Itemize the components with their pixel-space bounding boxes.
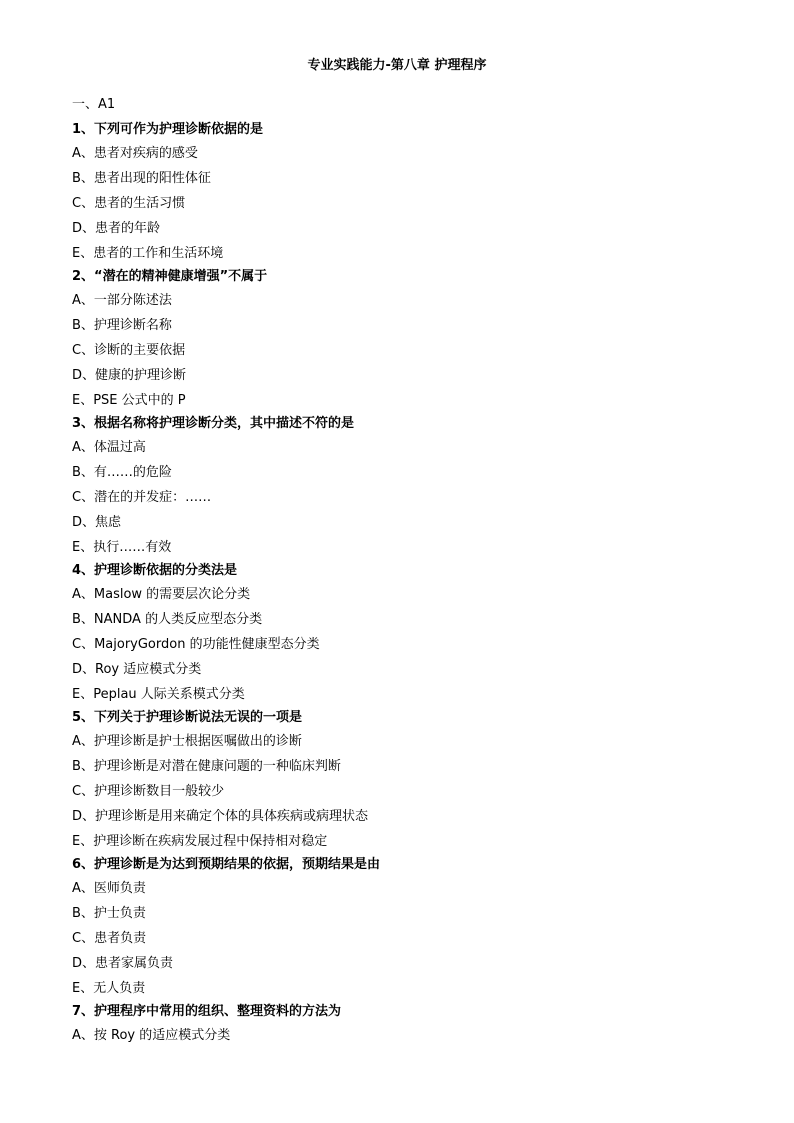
option-e: E、Peplau 人际关系模式分类 <box>72 687 245 702</box>
option-d: D、患者家属负责 <box>72 956 174 971</box>
option-a: A、体温过高 <box>72 440 146 455</box>
option-b: B、护士负责 <box>72 906 146 921</box>
option-e: E、执行……有效 <box>72 540 172 555</box>
question-3 <box>72 413 722 560</box>
option-b: B、护理诊断是对潜在健康问题的一种临床判断 <box>72 759 341 774</box>
option-c: C、患者的生活习惯 <box>72 196 186 211</box>
option-b: B、有……的危险 <box>72 465 172 480</box>
question-5 <box>72 707 722 854</box>
option-d: D、护理诊断是用来确定个体的具体疾病或病理状态 <box>72 809 369 824</box>
document-title: 专业实践能力-第八章 护理程序 <box>307 58 487 73</box>
section-heading: 一、A1 <box>72 97 116 112</box>
option-a: A、按 Roy 的适应模式分类 <box>72 1028 231 1043</box>
option-d: D、患者的年龄 <box>72 221 161 236</box>
option-a: A、一部分陈述法 <box>72 293 172 308</box>
option-c: C、诊断的主要依据 <box>72 343 186 358</box>
question-4 <box>72 560 722 707</box>
question-2 <box>72 266 722 413</box>
question-stem: 6、护理诊断是为达到预期结果的依据，预期结果是由 <box>72 857 381 872</box>
option-d: D、Roy 适应模式分类 <box>72 662 202 677</box>
option-e: E、PSE 公式中的 P <box>72 393 186 408</box>
option-b: B、护理诊断名称 <box>72 318 172 333</box>
question-stem: 3、根据名称将护理诊断分类，其中描述不符的是 <box>72 416 355 431</box>
question-stem: 1、下列可作为护理诊断依据的是 <box>72 122 264 137</box>
option-e: E、护理诊断在疾病发展过程中保持相对稳定 <box>72 834 328 849</box>
question-stem: 5、下列关于护理诊断说法无误的一项是 <box>72 710 303 725</box>
option-d: D、焦虑 <box>72 515 122 530</box>
option-a: A、Maslow 的需要层次论分类 <box>72 587 251 602</box>
option-c: C、MajoryGordon 的功能性健康型态分类 <box>72 637 320 652</box>
option-e: E、患者的工作和生活环境 <box>72 246 224 261</box>
question-7 <box>72 1001 722 1048</box>
option-b: B、NANDA 的人类反应型态分类 <box>72 612 263 627</box>
option-a: A、患者对疾病的感受 <box>72 146 198 161</box>
document-content <box>72 94 722 1048</box>
question-stem: 4、护理诊断依据的分类法是 <box>72 563 238 578</box>
question-1 <box>72 119 722 266</box>
option-e: E、无人负责 <box>72 981 146 996</box>
option-b: B、患者出现的阳性体征 <box>72 171 211 186</box>
option-c: C、潜在的并发症：…… <box>72 490 212 505</box>
option-c: C、患者负责 <box>72 931 147 946</box>
option-d: D、健康的护理诊断 <box>72 368 187 383</box>
question-stem: 7、护理程序中常用的组织、整理资料的方法为 <box>72 1004 342 1019</box>
question-stem: 2、“潜在的精神健康增强”不属于 <box>72 269 268 284</box>
question-6 <box>72 854 722 1001</box>
option-a: A、医师负责 <box>72 881 146 896</box>
option-a: A、护理诊断是护士根据医嘱做出的诊断 <box>72 734 302 749</box>
option-c: C、护理诊断数目一般较少 <box>72 784 225 799</box>
